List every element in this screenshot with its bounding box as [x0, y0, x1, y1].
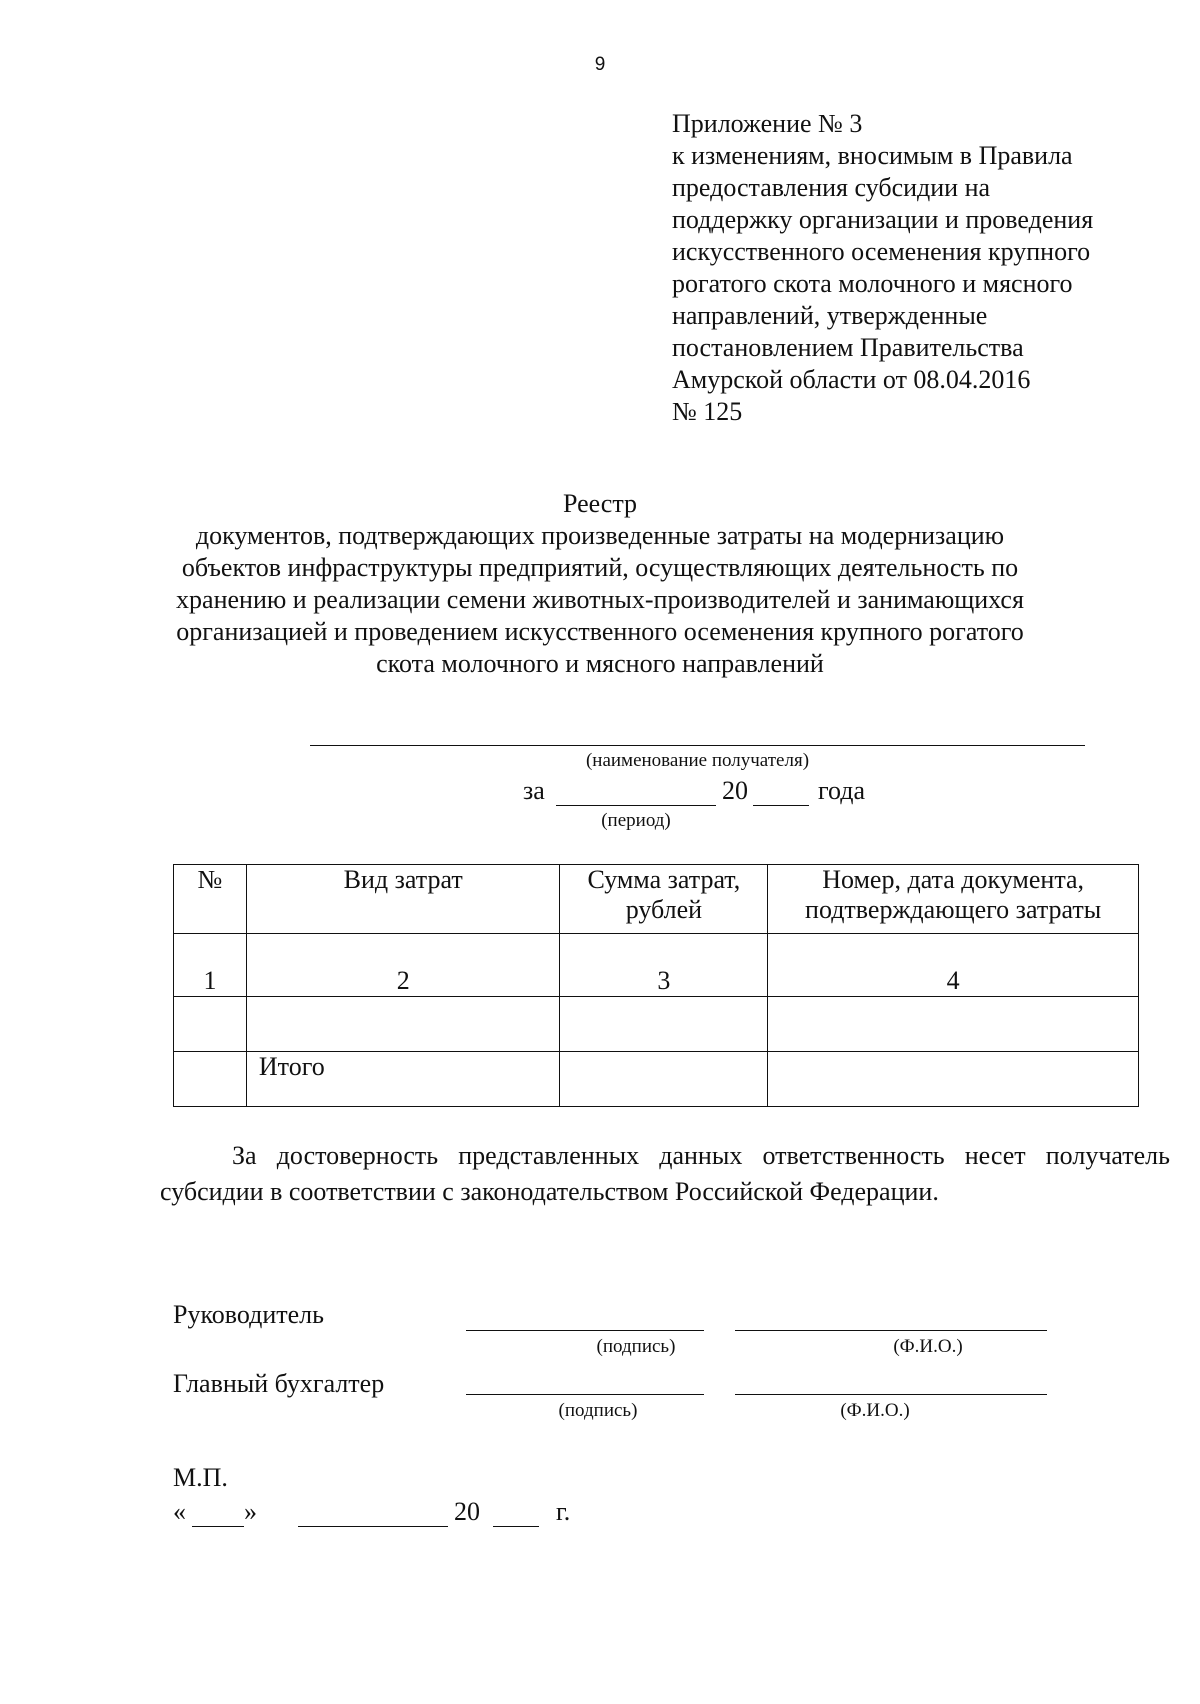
title-line: скота молочного и мясного направлений	[376, 649, 824, 678]
total-sum-cell[interactable]	[560, 1052, 768, 1107]
total-label: Итого	[246, 1052, 560, 1107]
date-close-quote: »	[244, 1497, 257, 1526]
table-row	[174, 997, 1139, 1052]
accountant-name-caption: (Ф.И.О.)	[840, 1400, 910, 1421]
appendix-line: № 125	[672, 397, 743, 426]
head-name-caption: (Ф.И.О.)	[893, 1336, 963, 1357]
table-cell[interactable]	[174, 997, 247, 1052]
appendix-line: Приложение № 3	[672, 109, 863, 138]
table-cell[interactable]	[174, 1052, 247, 1107]
appendix-header	[672, 108, 1172, 428]
period-suffix: года	[818, 776, 866, 805]
document-title	[160, 488, 1040, 680]
date-open-quote: «	[173, 1497, 186, 1526]
date-month-blank[interactable]	[298, 1526, 448, 1527]
table-column-numbers-row	[174, 934, 1139, 997]
period-year-prefix: 20	[722, 776, 748, 805]
stamp-label: М.П.	[173, 1463, 228, 1492]
head-name-line[interactable]	[735, 1330, 1047, 1331]
period-year-blank[interactable]	[753, 805, 809, 806]
accountant-name-line[interactable]	[735, 1394, 1047, 1395]
header-number: №	[174, 865, 247, 934]
appendix-line: направлений, утвержденные	[672, 301, 988, 330]
appendix-line: рогатого скота молочного и мясного	[672, 269, 1073, 298]
statement-text: За достоверность представленных данных ответственность несет получатель субсидии в соответствии с законодательством Российской Федерации.	[160, 1141, 1170, 1206]
recipient-caption: (наименование получателя)	[585, 750, 810, 771]
head-sign-caption: (подпись)	[596, 1336, 676, 1357]
header-expense-sum: Сумма затрат, рублей	[560, 865, 768, 934]
table-cell[interactable]	[768, 1052, 1139, 1107]
appendix-line: постановлением Правительства	[672, 333, 1024, 362]
column-number: 3	[560, 934, 768, 997]
table-cell[interactable]	[246, 997, 560, 1052]
accountant-signature-line[interactable]	[466, 1394, 704, 1395]
period-caption: (период)	[601, 810, 671, 831]
column-number: 2	[246, 934, 560, 997]
title-line: организацией и проведением искусственного осеменения крупного рогатого	[176, 617, 1024, 646]
head-label: Руководитель	[173, 1300, 324, 1329]
title-line: документов, подтверждающих произведенные затраты на модернизацию	[195, 521, 1005, 550]
column-number: 1	[174, 934, 247, 997]
title-heading: Реестр	[562, 489, 638, 518]
table-cell[interactable]	[560, 997, 768, 1052]
register-table	[173, 864, 1139, 1107]
period-blank[interactable]	[556, 805, 716, 806]
accountant-sign-caption: (подпись)	[558, 1400, 638, 1421]
appendix-line: к изменениям, вносимым в Правила	[672, 141, 1073, 170]
table-total-row	[174, 1052, 1139, 1107]
appendix-line: поддержку организации и проведения	[672, 205, 1094, 234]
accountant-label: Главный бухгалтер	[173, 1369, 385, 1398]
appendix-line: Амурской области от 08.04.2016	[672, 365, 1031, 394]
appendix-line: предоставления субсидии на	[672, 173, 991, 202]
page-number: 9	[594, 54, 606, 75]
header-expense-type: Вид затрат	[246, 865, 560, 934]
head-signature-line[interactable]	[466, 1330, 704, 1331]
date-year-suffix: г.	[556, 1497, 571, 1526]
title-line: объектов инфраструктуры предприятий, осуществляющих деятельность по	[181, 553, 1019, 582]
table-cell[interactable]	[768, 997, 1139, 1052]
column-number: 4	[768, 934, 1139, 997]
date-year-prefix: 20	[454, 1497, 480, 1526]
recipient-name-line[interactable]	[310, 745, 1085, 746]
period-prefix: за	[523, 776, 545, 805]
date-year-blank[interactable]	[493, 1526, 539, 1527]
header-document: Номер, дата документа, подтверждающего затраты	[768, 865, 1139, 934]
responsibility-statement	[160, 1138, 1170, 1210]
title-line: хранению и реализации семени животных-производителей и занимающихся	[176, 585, 1024, 614]
appendix-line: искусственного осеменения крупного	[672, 237, 1091, 266]
date-day-blank[interactable]	[192, 1526, 244, 1527]
table-header-row	[174, 865, 1139, 934]
